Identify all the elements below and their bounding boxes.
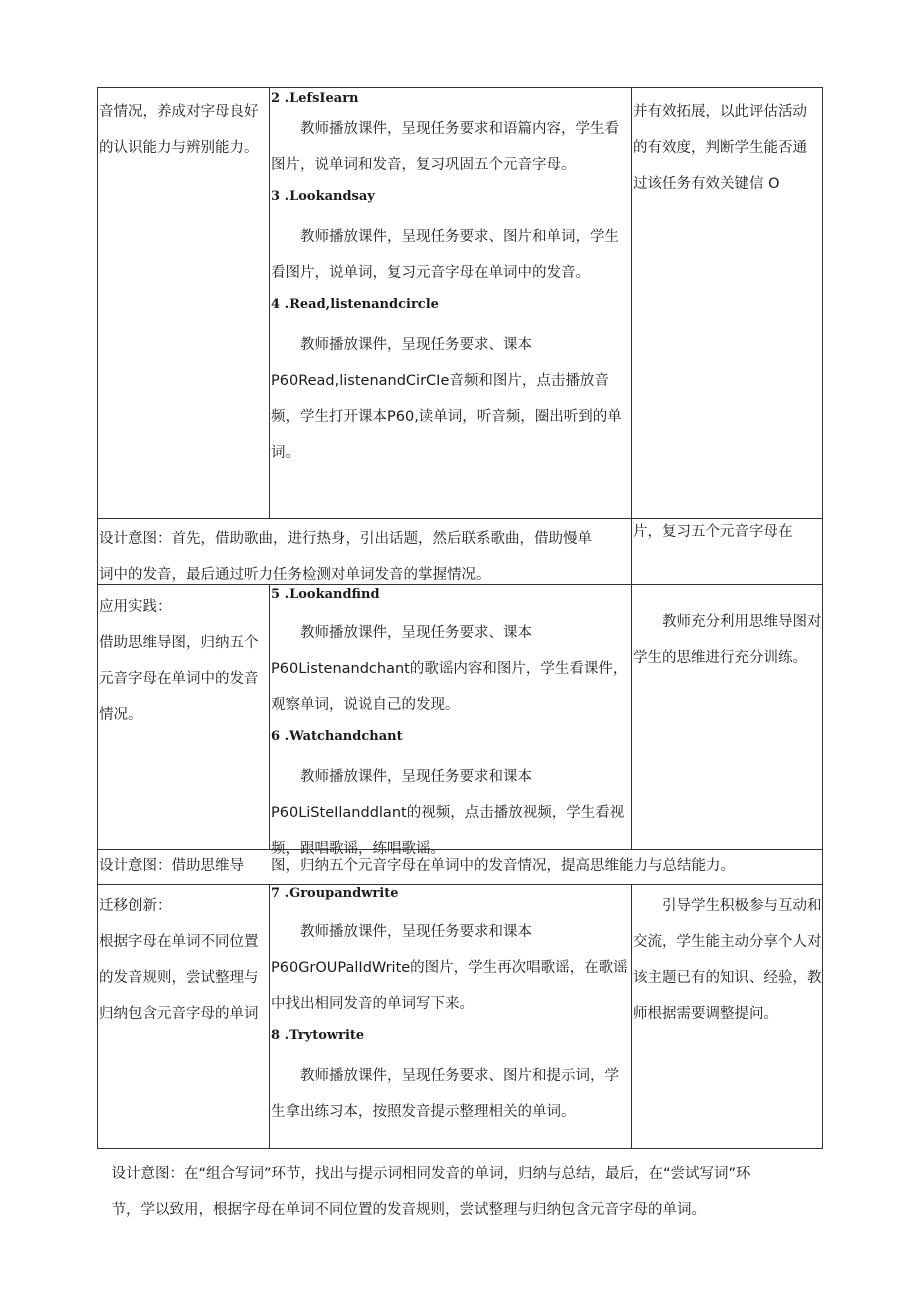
activity-description: 教师播放课件，呈现任务要求、课本P60Listenandchant的歌谣内容和图片，学生看课件，观察单词，说说自己的发现。: [271, 625, 628, 713]
activity-description: 教师播放课件，呈现任务要求、图片和单词，学生看图片，说单词，复习元音字母在单词中的发音。: [271, 229, 619, 281]
column-divider: [269, 87, 270, 518]
column-divider: [631, 87, 632, 518]
row3-left-cell: [99, 888, 269, 1032]
row3-right-cell: [633, 888, 823, 1032]
activity-heading: 6 .Watchandchant: [271, 729, 403, 744]
row3-left-line: 根据字母在单词不同位置: [99, 934, 259, 950]
activity-heading: 7 .Groupandwrite: [271, 886, 399, 901]
row2-left-line: 应用实践：: [99, 599, 172, 615]
row1-left-cell: [99, 94, 269, 166]
row1-left-line: 的认识能力与辨别能力。: [99, 140, 259, 156]
row2-left-line: 情况。: [99, 707, 143, 723]
column-divider: [631, 884, 632, 1149]
row3-right-text: 引导学生积极参与互动和交流，学生能主动分享个人对该主题已有的知识、经验，教师根据需要调整提问。: [633, 898, 822, 1022]
row3-left-line: 的发音规则，尝试整理与: [99, 970, 259, 986]
column-divider: [631, 518, 632, 584]
row2-left-line: 元音字母在单词中的发音: [99, 671, 259, 687]
activity-heading: 4 .Read,listenandcircle: [271, 297, 439, 312]
activity-description: 教师播放课件，呈现任务要求、课本P60Read,listenandCirCIe音频和图片，点击播放音频，学生打开课本P60,读单词，听音频，圈出听到的单词。: [271, 337, 622, 461]
row3-left-line: 迁移创新：: [99, 898, 172, 914]
row2-right-text: 教师充分利用思维导图对学生的思维进行充分训练。: [633, 614, 822, 666]
intent1-line: 设计意图：首先，借助歌曲，进行热身，引出话题，然后联系歌曲，借助慢单: [99, 531, 592, 547]
row1-right-line: 的有效度，判断学生能否通: [633, 140, 807, 156]
intent2-left-cell: [99, 849, 269, 883]
activity-heading: 5 .Lookandfind: [271, 587, 380, 602]
row3-mid-cell: [271, 882, 631, 1148]
activity-description: 教师播放课件，呈现任务要求和课本P60GrOUPalIdWrite的图片，学生再次唱歌谣，在歌谣中找出相同发音的单词写下来。: [271, 924, 628, 1012]
intent2-left-text: 设计意图：借助思维导: [99, 858, 244, 874]
activity-description: 教师播放课件，呈现任务要求和课本P60LiSteIlanddlant的视频，点击播放视频，学生看视频，跟唱歌谣，练唱歌谣。: [271, 769, 625, 857]
row1-left-line: 音情况，养成对字母良好: [99, 104, 259, 120]
row1-mid-cell: [271, 87, 631, 517]
row1-right-cell: [633, 94, 823, 202]
activity-heading: 8 .Trytowrite: [271, 1028, 365, 1043]
intent1-line: 词中的发音，最后通过听力任务检测对单词发音的掌握情况。: [99, 567, 491, 583]
row3-left-line: 归纳包含元音字母的单词: [99, 1006, 259, 1022]
note-line: 设计意图：在“组合写词”环节，找出与提示词相同发音的单词，归纳与总结，最后，在“尝试写词”环: [111, 1166, 751, 1182]
row2-left-cell: [99, 589, 269, 733]
column-divider: [269, 884, 270, 1149]
activity-description: 教师播放课件，呈现任务要求和语篇内容，学生看图片，说单词和发音，复习巩固五个元音字母。: [271, 121, 619, 173]
intent1-right-cell: [633, 514, 823, 550]
design-intent-note: [97, 1156, 823, 1228]
activity-heading: 2 .LefsIearn: [271, 91, 359, 106]
row2-mid-cell: [271, 583, 631, 857]
row1-right-line: 过该任务有效关键信 O: [633, 176, 780, 192]
activity-heading: 3 .Lookandsay: [271, 189, 375, 204]
note-line: 节，学以致用，根据字母在单词不同位置的发音规则，尝试整理与归纳包含元音字母的单词。: [111, 1202, 706, 1218]
activity-description: 教师播放课件，呈现任务要求、图片和提示词，学生拿出练习本，按照发音提示整理相关的单词。: [271, 1068, 619, 1120]
intent1-right-line: 片，复习五个元音字母在: [633, 524, 793, 540]
column-divider: [631, 584, 632, 849]
row1-right-line: 并有效拓展，以此评估活动: [633, 104, 807, 120]
column-divider: [269, 584, 270, 849]
row2-left-line: 借助思维导图，归纳五个: [99, 635, 259, 651]
intent2-right-text: 图，归纳五个元音字母在单词中的发音情况，提高思维能力与总结能力。: [271, 858, 735, 874]
intent2-right-cell: [271, 849, 823, 883]
row2-right-cell: [633, 604, 823, 676]
